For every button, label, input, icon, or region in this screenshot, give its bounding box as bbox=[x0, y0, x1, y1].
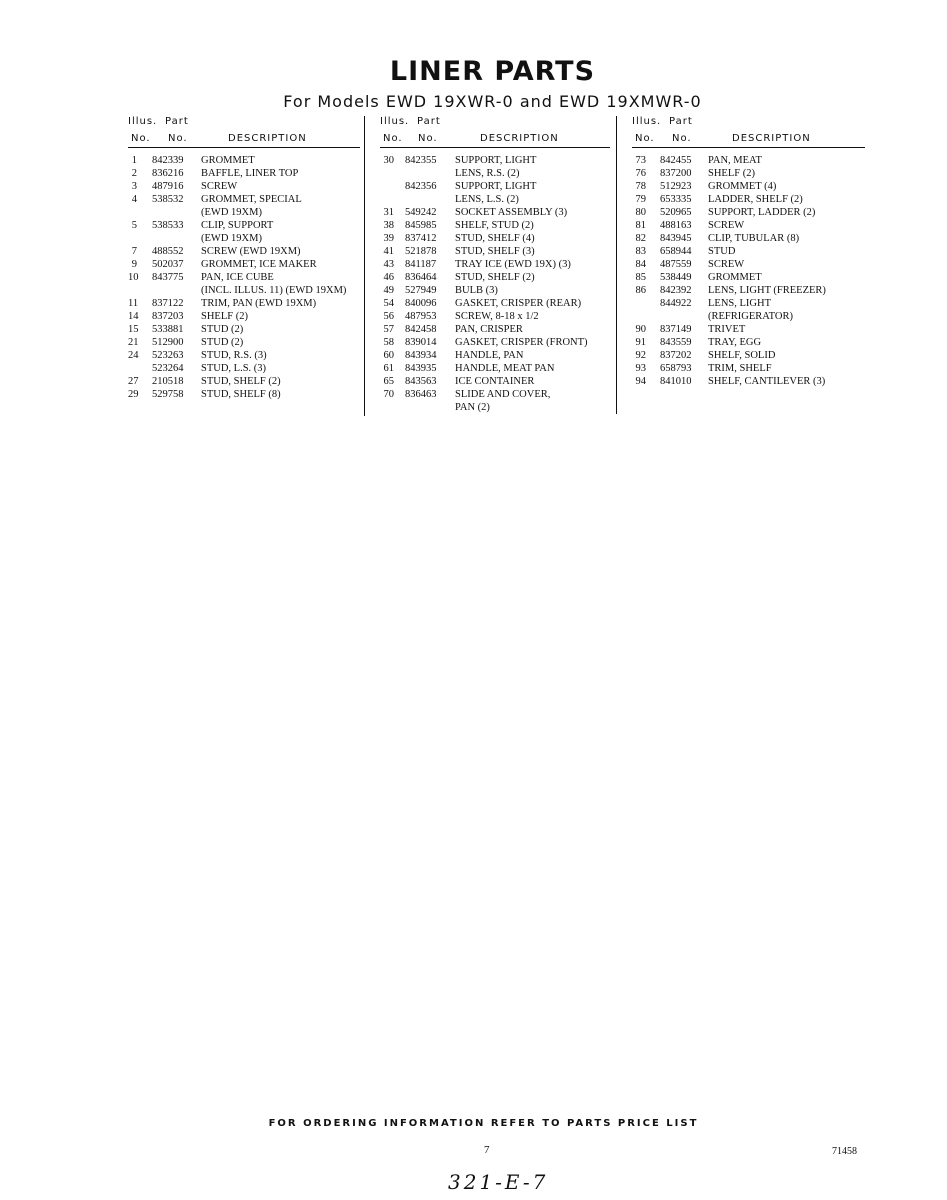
part-description: TRIM, PAN (EWD 19XM) bbox=[201, 298, 317, 309]
part-row bbox=[380, 362, 610, 375]
part-row bbox=[380, 401, 610, 414]
part-number: 843559 bbox=[660, 337, 692, 348]
part-number: 653335 bbox=[660, 194, 692, 205]
part-description: SCREW, 8-18 x 1/2 bbox=[455, 311, 539, 322]
part-row bbox=[380, 388, 610, 401]
part-number: 487953 bbox=[405, 311, 437, 322]
illus-number: 90 bbox=[635, 324, 646, 335]
part-number: 549242 bbox=[405, 207, 437, 218]
part-number: 658793 bbox=[660, 363, 692, 374]
part-description: SCREW bbox=[708, 220, 745, 231]
part-description: SOCKET ASSEMBLY (3) bbox=[455, 207, 568, 218]
part-description: PAN, ICE CUBE bbox=[201, 272, 274, 283]
part-number: 836464 bbox=[405, 272, 437, 283]
part-description: STUD (2) bbox=[201, 324, 244, 335]
part-description: BULB (3) bbox=[455, 285, 498, 296]
part-number: 843775 bbox=[152, 272, 184, 283]
part-number: 836216 bbox=[152, 168, 184, 179]
part-description: SCREW (EWD 19XM) bbox=[201, 246, 301, 257]
part-number: 538533 bbox=[152, 220, 184, 231]
illus-number: 79 bbox=[635, 194, 646, 205]
part-row bbox=[632, 219, 867, 232]
part-row bbox=[128, 180, 360, 193]
part-number: 837203 bbox=[152, 311, 184, 322]
part-description: (REFRIGERATOR) bbox=[708, 311, 793, 322]
part-row bbox=[632, 167, 867, 180]
part-row bbox=[380, 219, 610, 232]
illus-number: 93 bbox=[635, 363, 646, 374]
part-description: ICE CONTAINER bbox=[455, 376, 535, 387]
page-subtitle: For Models EWD 19XWR-0 and EWD 19XMWR-0 bbox=[283, 92, 702, 111]
part-number: 840096 bbox=[405, 298, 437, 309]
illus-number: 82 bbox=[635, 233, 646, 244]
part-row bbox=[632, 349, 867, 362]
column-divider bbox=[364, 116, 365, 416]
part-description: LENS, LIGHT (FREEZER) bbox=[708, 285, 826, 296]
illus-number: 54 bbox=[383, 298, 394, 309]
illus-number: 78 bbox=[635, 181, 646, 192]
parts-column-2 bbox=[380, 114, 610, 414]
ordering-info-footer: FOR ORDERING INFORMATION REFER TO PARTS PRICE LIST bbox=[268, 1118, 699, 1129]
part-description: CLIP, TUBULAR (8) bbox=[708, 233, 800, 244]
part-no-header: No. bbox=[418, 133, 438, 144]
column-header bbox=[380, 114, 610, 148]
part-row bbox=[128, 258, 360, 271]
part-description: SCREW bbox=[708, 259, 745, 270]
description-header: DESCRIPTION bbox=[732, 133, 811, 144]
page-number: 7 bbox=[484, 1144, 490, 1156]
part-row bbox=[632, 310, 867, 323]
part-description: STUD, SHELF (4) bbox=[455, 233, 535, 244]
illus-number: 46 bbox=[383, 272, 394, 283]
illus-number: 27 bbox=[128, 376, 139, 387]
column-divider bbox=[616, 116, 617, 414]
illus-number: 21 bbox=[128, 337, 139, 348]
part-description: GROMMET, ICE MAKER bbox=[201, 259, 317, 270]
part-row bbox=[128, 388, 360, 401]
part-row bbox=[380, 245, 610, 258]
part-row bbox=[380, 375, 610, 388]
illus-number: 83 bbox=[635, 246, 646, 257]
part-description: TRIM, SHELF bbox=[708, 363, 772, 374]
illus-number: 70 bbox=[383, 389, 394, 400]
part-row bbox=[632, 193, 867, 206]
part-row bbox=[128, 336, 360, 349]
part-number: 523264 bbox=[152, 363, 184, 374]
illus-header: Illus. bbox=[380, 116, 410, 127]
part-number: 487916 bbox=[152, 181, 184, 192]
part-description: SHELF (2) bbox=[201, 311, 248, 322]
illus-number: 7 bbox=[131, 246, 137, 257]
illus-number: 2 bbox=[131, 168, 137, 179]
part-description: BAFFLE, LINER TOP bbox=[201, 168, 299, 179]
part-description: TRAY, EGG bbox=[708, 337, 762, 348]
part-number: 843945 bbox=[660, 233, 692, 244]
part-description: HANDLE, PAN bbox=[455, 350, 524, 361]
part-row bbox=[128, 323, 360, 336]
part-description: SCREW bbox=[201, 181, 238, 192]
part-number: 521878 bbox=[405, 246, 437, 257]
illus-number: 92 bbox=[635, 350, 646, 361]
part-description: STUD, SHELF (2) bbox=[455, 272, 535, 283]
illus-number: 43 bbox=[383, 259, 394, 270]
part-row bbox=[128, 232, 360, 245]
part-description: STUD, SHELF (8) bbox=[201, 389, 281, 400]
column-header bbox=[632, 114, 867, 148]
part-number: 502037 bbox=[152, 259, 184, 270]
part-description: SHELF, SOLID bbox=[708, 350, 776, 361]
part-row bbox=[632, 375, 867, 388]
part-row bbox=[380, 349, 610, 362]
part-number: 538449 bbox=[660, 272, 692, 283]
part-row bbox=[128, 154, 360, 167]
part-row bbox=[380, 258, 610, 271]
illus-number: 86 bbox=[635, 285, 646, 296]
illus-number: 61 bbox=[383, 363, 394, 374]
part-number: 842455 bbox=[660, 155, 692, 166]
part-row bbox=[128, 206, 360, 219]
part-row bbox=[128, 349, 360, 362]
illus-number: 73 bbox=[635, 155, 646, 166]
part-description: PAN (2) bbox=[455, 402, 490, 413]
part-number: 841187 bbox=[405, 259, 437, 270]
illus-number: 85 bbox=[635, 272, 646, 283]
illus-number: 30 bbox=[383, 155, 394, 166]
part-number: 842339 bbox=[152, 155, 184, 166]
illus-number: 11 bbox=[128, 298, 139, 309]
part-row bbox=[128, 375, 360, 388]
description-header: DESCRIPTION bbox=[228, 133, 307, 144]
part-number: 837412 bbox=[405, 233, 437, 244]
part-no-header: No. bbox=[672, 133, 692, 144]
part-number: 210518 bbox=[152, 376, 184, 387]
part-row bbox=[632, 154, 867, 167]
illus-number: 3 bbox=[131, 181, 137, 192]
part-row bbox=[128, 297, 360, 310]
part-row bbox=[632, 245, 867, 258]
part-no-header: No. bbox=[168, 133, 188, 144]
part-number: 523263 bbox=[152, 350, 184, 361]
part-row bbox=[632, 232, 867, 245]
part-description: SHELF (2) bbox=[708, 168, 755, 179]
illus-header: Illus. bbox=[632, 116, 662, 127]
part-number: 487559 bbox=[660, 259, 692, 270]
illus-number: 5 bbox=[131, 220, 137, 231]
part-row bbox=[128, 167, 360, 180]
page-title: LINER PARTS bbox=[389, 56, 596, 87]
part-description: CLIP, SUPPORT bbox=[201, 220, 274, 231]
part-header: Part bbox=[417, 116, 441, 127]
part-description: TRIVET bbox=[708, 324, 746, 335]
part-row bbox=[380, 310, 610, 323]
part-number: 837200 bbox=[660, 168, 692, 179]
part-number: 837149 bbox=[660, 324, 692, 335]
illus-number: 81 bbox=[635, 220, 646, 231]
illus-no-header: No. bbox=[131, 133, 151, 144]
part-row bbox=[632, 180, 867, 193]
part-number: 842355 bbox=[405, 155, 437, 166]
illus-number: 49 bbox=[383, 285, 394, 296]
part-description: GASKET, CRISPER (REAR) bbox=[455, 298, 582, 309]
document-code: 71458 bbox=[832, 1146, 857, 1157]
part-row bbox=[128, 219, 360, 232]
part-number: 839014 bbox=[405, 337, 437, 348]
part-description: SUPPORT, LADDER (2) bbox=[708, 207, 816, 218]
part-number: 512900 bbox=[152, 337, 184, 348]
part-header: Part bbox=[165, 116, 189, 127]
part-row bbox=[632, 284, 867, 297]
header-rule bbox=[632, 147, 865, 148]
illus-number: 76 bbox=[635, 168, 646, 179]
part-description: GROMMET bbox=[201, 155, 255, 166]
parts-column-1 bbox=[128, 114, 360, 401]
part-description: TRAY ICE (EWD 19X) (3) bbox=[455, 259, 571, 270]
column-header bbox=[128, 114, 360, 148]
illus-number: 80 bbox=[635, 207, 646, 218]
header-rule bbox=[128, 147, 360, 148]
illus-number: 1 bbox=[131, 155, 137, 166]
part-number: 843935 bbox=[405, 363, 437, 374]
part-number: 512923 bbox=[660, 181, 692, 192]
part-row bbox=[380, 167, 610, 180]
part-number: 843934 bbox=[405, 350, 437, 361]
part-row bbox=[128, 284, 360, 297]
header-rule bbox=[380, 147, 610, 148]
illus-number: 58 bbox=[383, 337, 394, 348]
illus-number: 41 bbox=[383, 246, 394, 257]
illus-number: 39 bbox=[383, 233, 394, 244]
illus-number: 29 bbox=[128, 389, 139, 400]
illus-number: 15 bbox=[128, 324, 139, 335]
part-row bbox=[380, 336, 610, 349]
part-number: 529758 bbox=[152, 389, 184, 400]
part-number: 836463 bbox=[405, 389, 437, 400]
illus-number: 94 bbox=[635, 376, 646, 387]
handwritten-note: 321-E-7 bbox=[448, 1170, 549, 1194]
illus-number: 24 bbox=[128, 350, 139, 361]
part-row bbox=[128, 362, 360, 375]
part-number: 845985 bbox=[405, 220, 437, 231]
part-description: GASKET, CRISPER (FRONT) bbox=[455, 337, 588, 348]
illus-number: 65 bbox=[383, 376, 394, 387]
illus-number: 38 bbox=[383, 220, 394, 231]
part-description: LENS, LIGHT bbox=[708, 298, 771, 309]
part-number: 488552 bbox=[152, 246, 184, 257]
part-description: LENS, L.S. (2) bbox=[455, 194, 519, 205]
part-description: STUD (2) bbox=[201, 337, 244, 348]
part-row bbox=[632, 336, 867, 349]
part-row bbox=[128, 245, 360, 258]
part-number: 843563 bbox=[405, 376, 437, 387]
part-row bbox=[632, 271, 867, 284]
part-row bbox=[380, 271, 610, 284]
part-number: 538532 bbox=[152, 194, 184, 205]
part-row bbox=[128, 271, 360, 284]
part-description: STUD, SHELF (2) bbox=[201, 376, 281, 387]
part-row bbox=[380, 297, 610, 310]
part-description: SUPPORT, LIGHT bbox=[455, 155, 537, 166]
part-description: GROMMET, SPECIAL bbox=[201, 194, 302, 205]
part-description: SLIDE AND COVER, bbox=[455, 389, 551, 400]
part-number: 837202 bbox=[660, 350, 692, 361]
part-row bbox=[632, 323, 867, 336]
illus-header: Illus. bbox=[128, 116, 158, 127]
part-description: PAN, MEAT bbox=[708, 155, 762, 166]
part-row bbox=[380, 232, 610, 245]
description-header: DESCRIPTION bbox=[480, 133, 559, 144]
part-header: Part bbox=[669, 116, 693, 127]
part-description: STUD bbox=[708, 246, 736, 257]
part-row bbox=[380, 154, 610, 167]
illus-no-header: No. bbox=[383, 133, 403, 144]
part-description: PAN, CRISPER bbox=[455, 324, 523, 335]
part-description: STUD, R.S. (3) bbox=[201, 350, 267, 361]
part-description: GROMMET bbox=[708, 272, 762, 283]
illus-number: 9 bbox=[131, 259, 137, 270]
part-number: 842356 bbox=[405, 181, 437, 192]
part-row bbox=[632, 258, 867, 271]
illus-number: 14 bbox=[128, 311, 139, 322]
part-number: 533881 bbox=[152, 324, 184, 335]
part-description: (EWD 19XM) bbox=[201, 207, 262, 218]
part-number: 842392 bbox=[660, 285, 692, 296]
part-row bbox=[128, 310, 360, 323]
illus-number: 31 bbox=[383, 207, 394, 218]
part-number: 520965 bbox=[660, 207, 692, 218]
part-row bbox=[380, 180, 610, 193]
illus-number: 84 bbox=[635, 259, 646, 270]
part-row bbox=[632, 297, 867, 310]
part-row bbox=[380, 284, 610, 297]
part-description: (INCL. ILLUS. 11) (EWD 19XM) bbox=[201, 285, 347, 296]
part-number: 488163 bbox=[660, 220, 692, 231]
illus-number: 10 bbox=[128, 272, 139, 283]
part-description: SUPPORT, LIGHT bbox=[455, 181, 537, 192]
part-number: 527949 bbox=[405, 285, 437, 296]
part-description: GROMMET (4) bbox=[708, 181, 777, 192]
part-row bbox=[632, 362, 867, 375]
part-row bbox=[380, 323, 610, 336]
parts-column-3 bbox=[632, 114, 867, 388]
part-row bbox=[380, 206, 610, 219]
part-description: STUD, SHELF (3) bbox=[455, 246, 535, 257]
part-number: 658944 bbox=[660, 246, 692, 257]
illus-number: 56 bbox=[383, 311, 394, 322]
part-description: HANDLE, MEAT PAN bbox=[455, 363, 555, 374]
part-number: 842458 bbox=[405, 324, 437, 335]
part-row bbox=[128, 193, 360, 206]
part-description: LENS, R.S. (2) bbox=[455, 168, 520, 179]
part-description: STUD, L.S. (3) bbox=[201, 363, 267, 374]
part-number: 841010 bbox=[660, 376, 692, 387]
part-number: 844922 bbox=[660, 298, 692, 309]
part-number: 837122 bbox=[152, 298, 184, 309]
illus-number: 57 bbox=[383, 324, 394, 335]
illus-number: 91 bbox=[635, 337, 646, 348]
part-description: SHELF, CANTILEVER (3) bbox=[708, 376, 826, 387]
part-description: SHELF, STUD (2) bbox=[455, 220, 534, 231]
illus-number: 60 bbox=[383, 350, 394, 361]
illus-no-header: No. bbox=[635, 133, 655, 144]
part-row bbox=[632, 206, 867, 219]
part-description: (EWD 19XM) bbox=[201, 233, 262, 244]
part-row bbox=[380, 193, 610, 206]
part-description: LADDER, SHELF (2) bbox=[708, 194, 803, 205]
illus-number: 4 bbox=[131, 194, 137, 205]
